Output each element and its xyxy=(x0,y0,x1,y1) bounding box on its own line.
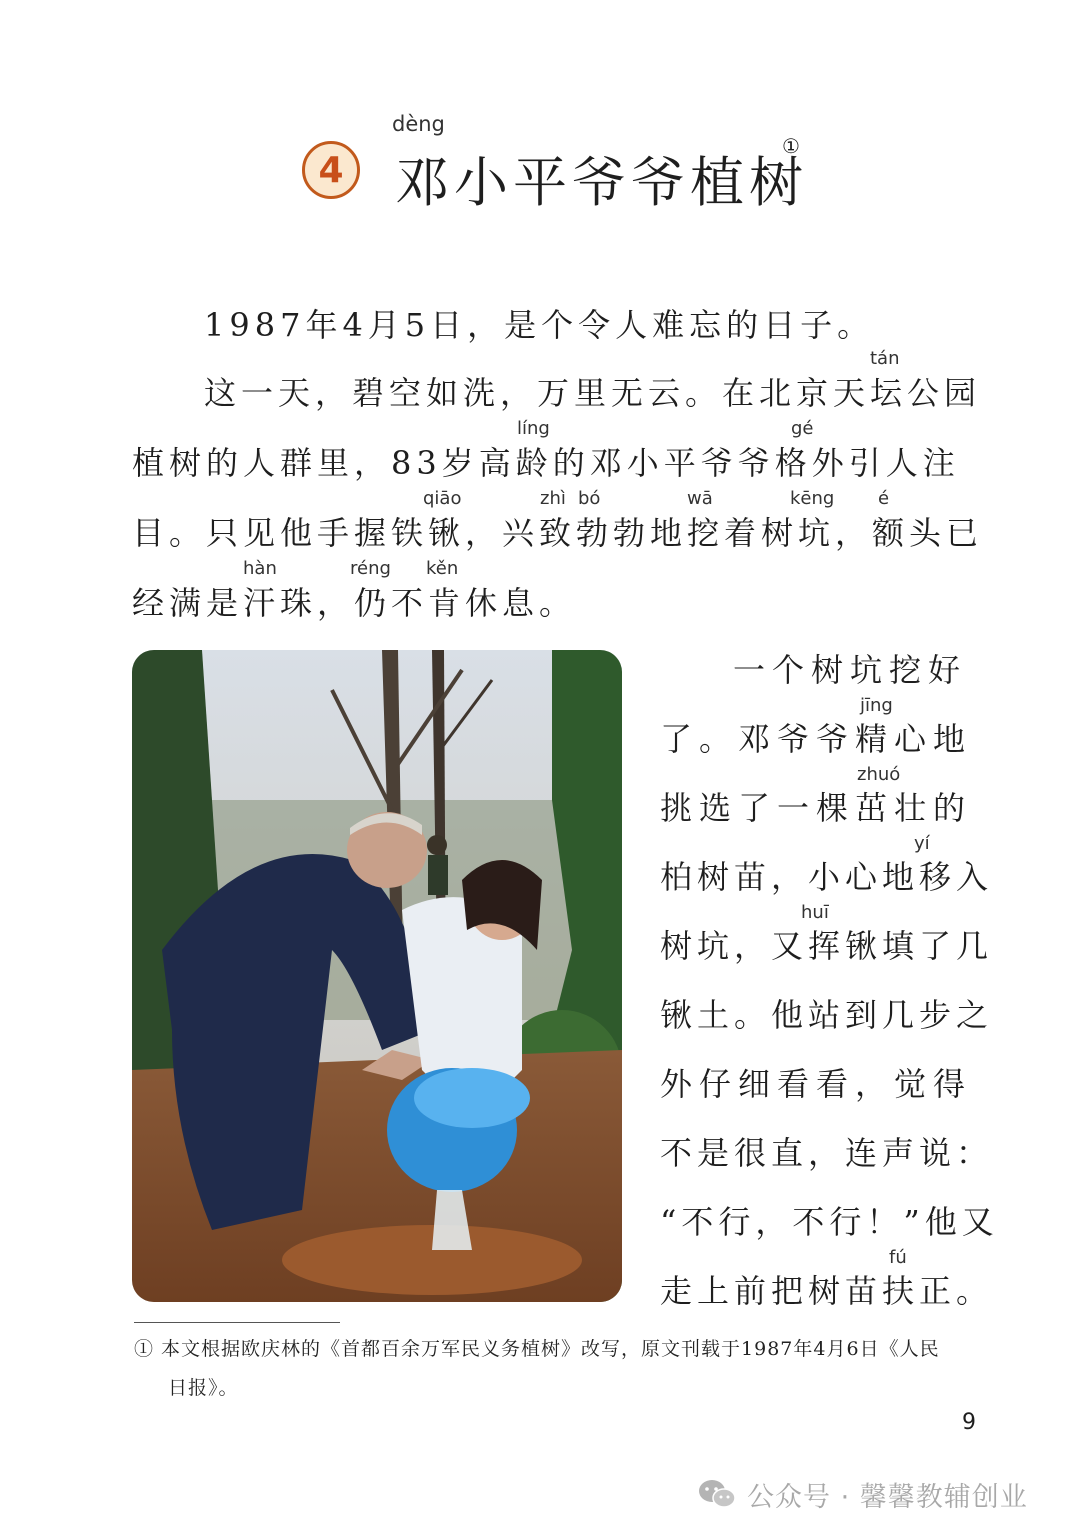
paragraph-line: 目。只见他手握铁锹，兴致勃勃地挖着树坑，额头已 xyxy=(132,514,984,552)
side-column-line: 一个树坑挖好 xyxy=(733,651,968,689)
lesson-title-row xyxy=(300,108,860,214)
pinyin-annotation: hàn xyxy=(243,558,277,579)
side-column-line: 走上前把树苗扶正。 xyxy=(660,1272,994,1310)
pinyin-annotation: zhuó xyxy=(857,764,901,785)
lesson-number-badge: 4 xyxy=(302,141,360,199)
pinyin-annotation: jīng xyxy=(860,695,893,716)
paragraph-line: 经满是汗珠，仍不肯休息。 xyxy=(132,584,577,622)
watermark-text: 公众号 · 馨馨教辅创业 xyxy=(747,1481,1028,1513)
pinyin-annotation: fú xyxy=(889,1247,907,1268)
side-column-line: “不行，不行！”他又 xyxy=(660,1203,999,1241)
lesson-title: 邓小平爷爷植树 xyxy=(395,151,808,214)
pinyin-annotation: huī xyxy=(801,902,829,923)
side-column-line: 挑选了一棵茁壮的 xyxy=(660,789,973,827)
side-column-line: 柏树苗，小心地移入 xyxy=(660,858,994,896)
pinyin-annotation: tán xyxy=(870,348,900,369)
side-column-line: 了。邓爷爷精心地 xyxy=(660,720,973,758)
pinyin-annotation: é xyxy=(878,488,890,509)
pinyin-annotation: kěn xyxy=(426,558,459,579)
footnote-line: ① 本文根据欧庆林的《首都百余万军民义务植树》改写，原文刊载于1987年4月6日《人民 xyxy=(134,1338,940,1360)
footnote-divider xyxy=(134,1322,340,1323)
side-column-line: 不是很直，连声说： xyxy=(660,1134,994,1172)
pinyin-annotation: réng xyxy=(350,558,391,579)
title-pinyin: dèng xyxy=(392,112,445,136)
side-column-line: 树坑，又挥锹填了几 xyxy=(660,927,994,965)
paragraph-line: 植树的人群里，83岁高龄的邓小平爷爷格外引人注 xyxy=(132,444,960,482)
pinyin-annotation: qiāo xyxy=(423,488,462,509)
pinyin-annotation: wā xyxy=(687,488,713,509)
page-number: 9 xyxy=(962,1410,976,1435)
pinyin-annotation: gé xyxy=(791,418,814,439)
paragraph-line: 1987年4月5日，是个令人难忘的日子。 xyxy=(204,306,875,344)
pinyin-annotation: bó xyxy=(578,488,601,509)
watermark xyxy=(697,1476,1028,1512)
footnote-line: 日报》。 xyxy=(168,1377,239,1399)
pinyin-annotation: zhì xyxy=(540,488,566,509)
pinyin-annotation: kēng xyxy=(790,488,835,509)
paragraph-line: 这一天，碧空如洗，万里无云。在北京天坛公园 xyxy=(204,374,982,412)
side-column-line: 锹土。他站到几步之 xyxy=(660,996,994,1034)
pinyin-annotation: yí xyxy=(914,833,930,854)
side-column-line: 外仔细看看，觉得 xyxy=(660,1065,973,1103)
footnote-marker: ① xyxy=(782,134,800,158)
tree-planting-photo xyxy=(132,650,622,1302)
wechat-icon xyxy=(697,1477,737,1511)
pinyin-annotation: líng xyxy=(517,418,550,439)
